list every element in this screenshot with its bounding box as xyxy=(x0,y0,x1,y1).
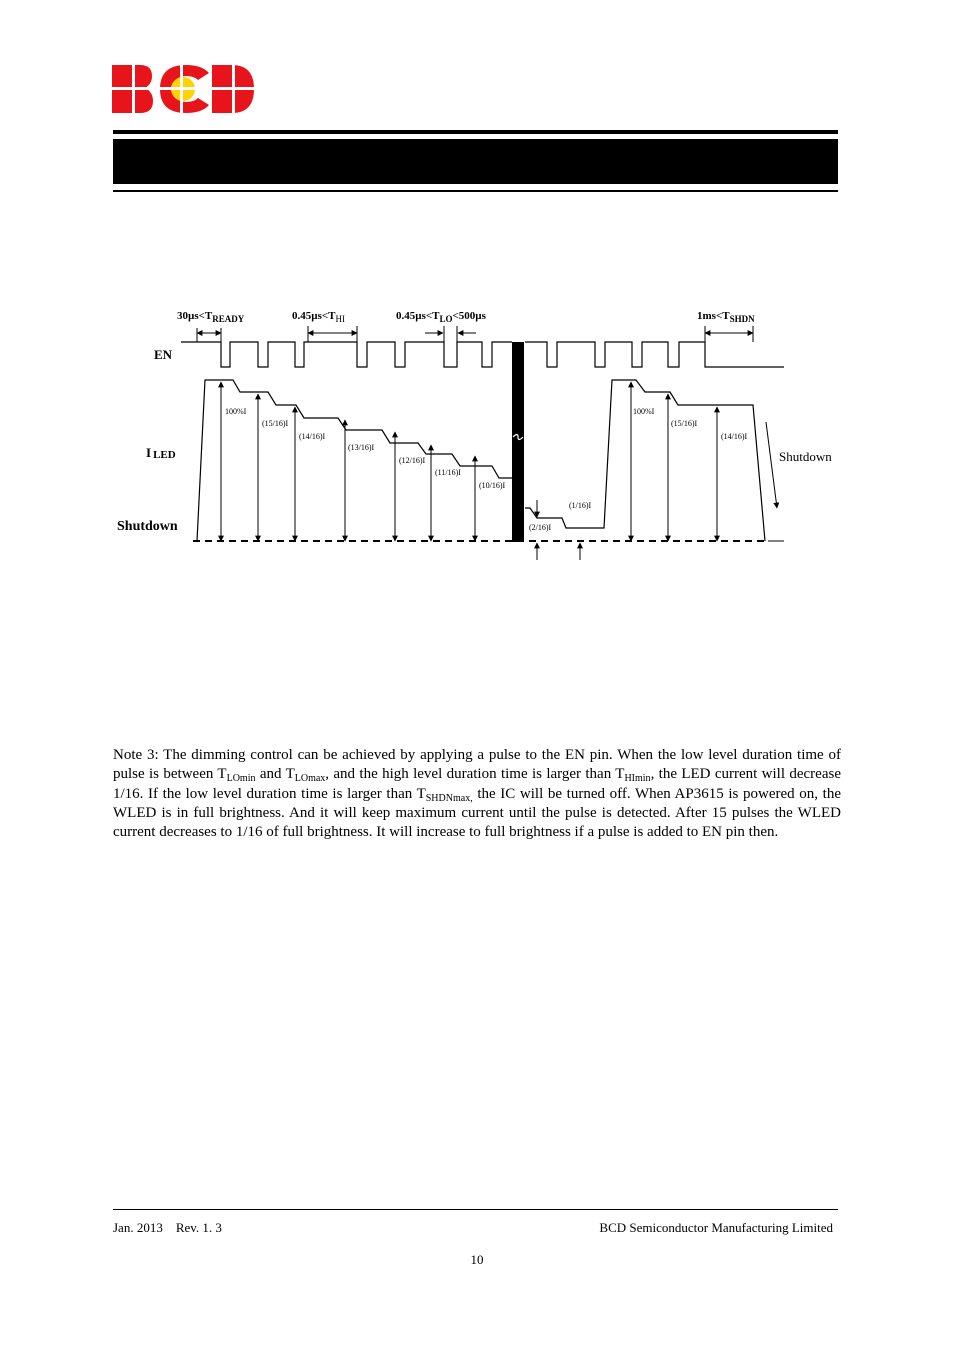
note-3-paragraph: Note 3: The dimming control can be achieved by applying a pulse to the EN pin. When the low level duration time of pulse is between $T_{LOmin}$ and $T_{LOmax}$, and the high level duration time is larger than $T_{HImin}$, the LED current will decrease 1/16. If the low level duration time is larger than $T_{SHDNmax,}$ the IC will be turned off. When AP3615 is powered on, the WLED is in full brightness. And it will keep maximum current until the pulse is detected. After 15 pulses the WLED current decreases to 1/16 of full brightness. It will increase to full brightness if a pulse is added to EN pin then. xyxy=(113,747,841,841)
dimming-timing-diagram xyxy=(0,0,954,600)
shutdown-left-label: Shutdown xyxy=(117,519,178,534)
timing-markers xyxy=(197,326,753,360)
level-label: (1/16)I xyxy=(569,501,592,510)
level-label: (14/16)I xyxy=(721,432,748,441)
level-label: (2/16)I xyxy=(529,523,552,532)
transition-bar xyxy=(512,342,524,542)
en-waveform xyxy=(181,342,784,367)
t-shdn-label: $1ms<T_{SHDN}$ xyxy=(697,310,755,324)
level-label: (10/16)I xyxy=(479,481,506,490)
level-label: 100%I xyxy=(225,407,247,416)
t-lo-label: $0.45\mu s<T_{LO}<500\mu s$ xyxy=(396,310,486,324)
shutdown-right-label: Shutdown xyxy=(779,449,832,464)
footer-date-revision: Jan. 2013 Rev. 1. 3 xyxy=(113,1220,222,1235)
t-hi-label: $0.45\mu s<T_{HI}$ xyxy=(292,310,345,324)
footer-rule xyxy=(113,1209,838,1210)
level-label: (15/16)I xyxy=(671,419,698,428)
page-number: 10 xyxy=(470,1252,484,1267)
iled-waveform xyxy=(197,380,765,541)
t-ready-label: $30\mu s<T_{READY}$ xyxy=(177,310,245,324)
level-label: (14/16)I xyxy=(299,432,326,441)
level-arrows xyxy=(221,382,777,560)
en-label: EN xyxy=(154,347,173,362)
level-label: (12/16)I xyxy=(399,456,426,465)
footer-company: BCD Semiconductor Manufacturing Limited xyxy=(599,1220,833,1235)
level-label: (15/16)I xyxy=(262,419,289,428)
level-label: 100%I xyxy=(633,407,655,416)
level-label: (11/16)I xyxy=(435,468,461,477)
level-label: (13/16)I xyxy=(348,443,375,452)
iled-label: I LED xyxy=(146,445,176,461)
level-labels xyxy=(225,407,748,532)
